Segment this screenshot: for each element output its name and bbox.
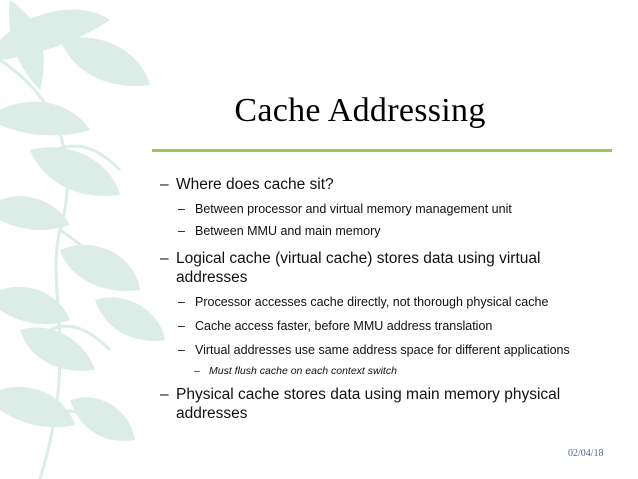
bullet-marker: – — [160, 386, 169, 403]
bullet-virtual-addresses — [178, 342, 570, 358]
slide-title: Cache Addressing — [234, 92, 486, 129]
bullet-text: Must flush cache on each context switch — [209, 365, 397, 377]
bullet-must-flush-cache — [194, 364, 397, 378]
bullet-physical-cache — [160, 385, 560, 423]
bullet-marker: – — [194, 365, 200, 377]
bullet-text: Cache access faster, before MMU address translation — [195, 319, 493, 333]
bullet-marker: – — [178, 319, 185, 333]
bullet-text-continued: addresses — [176, 405, 248, 422]
bullet-marker: – — [160, 176, 169, 193]
bullet-marker: – — [178, 202, 185, 216]
bullet-text: Between processor and virtual memory management unit — [195, 202, 512, 216]
bullet-text: Physical cache stores data using main memory physical — [176, 386, 561, 403]
bullet-marker: – — [178, 295, 185, 309]
slide-date: 02/04/18 — [568, 448, 604, 459]
bullet-text: Where does cache sit? — [176, 176, 334, 193]
bullet-text: Between MMU and main memory — [195, 224, 381, 238]
bullet-text: Logical cache (virtual cache) stores data using virtual — [176, 250, 541, 267]
bullet-marker: – — [178, 343, 185, 357]
bullet-processor-accesses-cache — [178, 294, 548, 310]
bullet-between-mmu-and-main-memory — [178, 223, 380, 239]
bullet-text-continued: addresses — [176, 269, 248, 286]
bullet-marker: – — [160, 250, 169, 267]
bullet-where-does-cache-sit — [160, 175, 334, 194]
bullet-logical-cache — [160, 249, 540, 287]
bullet-text: Processor accesses cache directly, not thorough physical cache — [195, 295, 549, 309]
bullet-cache-access-faster — [178, 318, 492, 334]
bullet-text: Virtual addresses use same address space for different applications — [195, 343, 570, 357]
bullet-between-processor-and-mmu — [178, 201, 512, 217]
bullet-marker: – — [178, 224, 185, 238]
